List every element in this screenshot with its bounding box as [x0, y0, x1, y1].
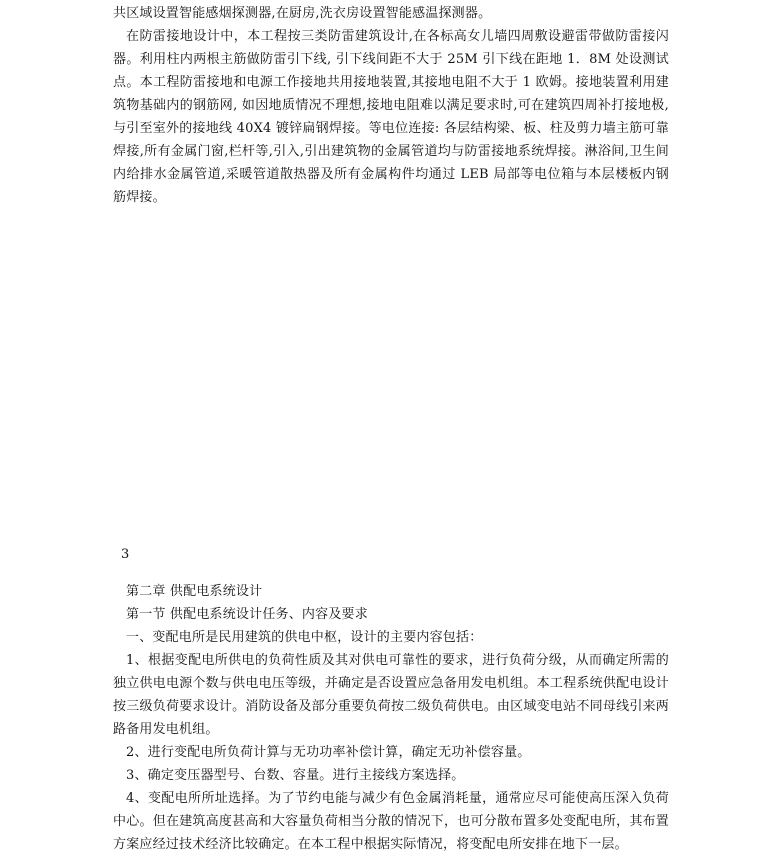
- paragraph-item-3: 3、确定变压器型号、台数、容量。进行主接线方案选择。: [126, 768, 465, 783]
- top-text-block: [113, 2, 669, 209]
- paragraph-lightning-protection: 在防雷接地设计中，本工程按三类防雷建筑设计,在各标高女儿墙四周敷设避雷带做防雷接闪器。利用柱内两根主筋做防雷引下线, 引下线间距不大于 25M 引下线在距地 1．8M 处设测试点。本工程防雷接地和电源工作接地共用接地装置,其接地电阻不大于 1 欧姆。接地装置利用建筑物基础内的钢筋网, 如因地质情况不理想,接地电阻难以满足要求时,可在建筑四周补打接地极,与引至室外的接地线 40X4 镀锌扁钢焊接。等电位连接: 各层结构梁、板、柱及剪力墙主筋可靠焊接,所有金属门窗,栏杆等,引入,引出建筑物的金属管道均与防雷接地系统焊接。淋浴间,卫生间内给排水金属管道,采暖管道散热器及所有金属构件均通过 LEB 局部等电位箱与本层楼板内钢筋焊接。: [113, 29, 669, 205]
- page-number: 3: [121, 547, 130, 562]
- paragraph-substation-intro: 一、变配电所是民用建筑的供电中枢，设计的主要内容包括：: [126, 630, 483, 645]
- section-title: 第一节 供配电系统设计任务、内容及要求: [126, 607, 368, 622]
- paragraph-item-4: 4、变配电所所址选择。为了节约电能与减少有色金属消耗量，通常应尽可能使高压深入负荷中心。但在建筑高度甚高和大容量负荷相当分散的情况下，也可分散布置多处变配电所，其布置方案应经过技术经济比较确定。在本工程中根据实际情况，将变配电所安排在地下一层。: [113, 791, 669, 852]
- paragraph-detector-setup: 共区域设置智能感烟探测器,在厨房,洗衣房设置智能感温探测器。: [113, 6, 492, 21]
- paragraph-item-1: 1、根据变配电所供电的负荷性质及其对供电可靠性的要求，进行负荷分级，从而确定所需的独立供电电源个数与供电电压等级，并确定是否设置应急备用发电机组。本工程系统供配电设计按三级负荷要求设计。消防设备及部分重要负荷按二级负荷供电。由区域变电站不同母线引来两路备用发电机组。: [113, 653, 669, 737]
- paragraph-item-2: 2、进行变配电所负荷计算与无功功率补偿计算，确定无功补偿容量。: [126, 745, 531, 760]
- chapter-title: 第二章 供配电系统设计: [126, 584, 263, 599]
- bottom-text-block: [113, 580, 669, 856]
